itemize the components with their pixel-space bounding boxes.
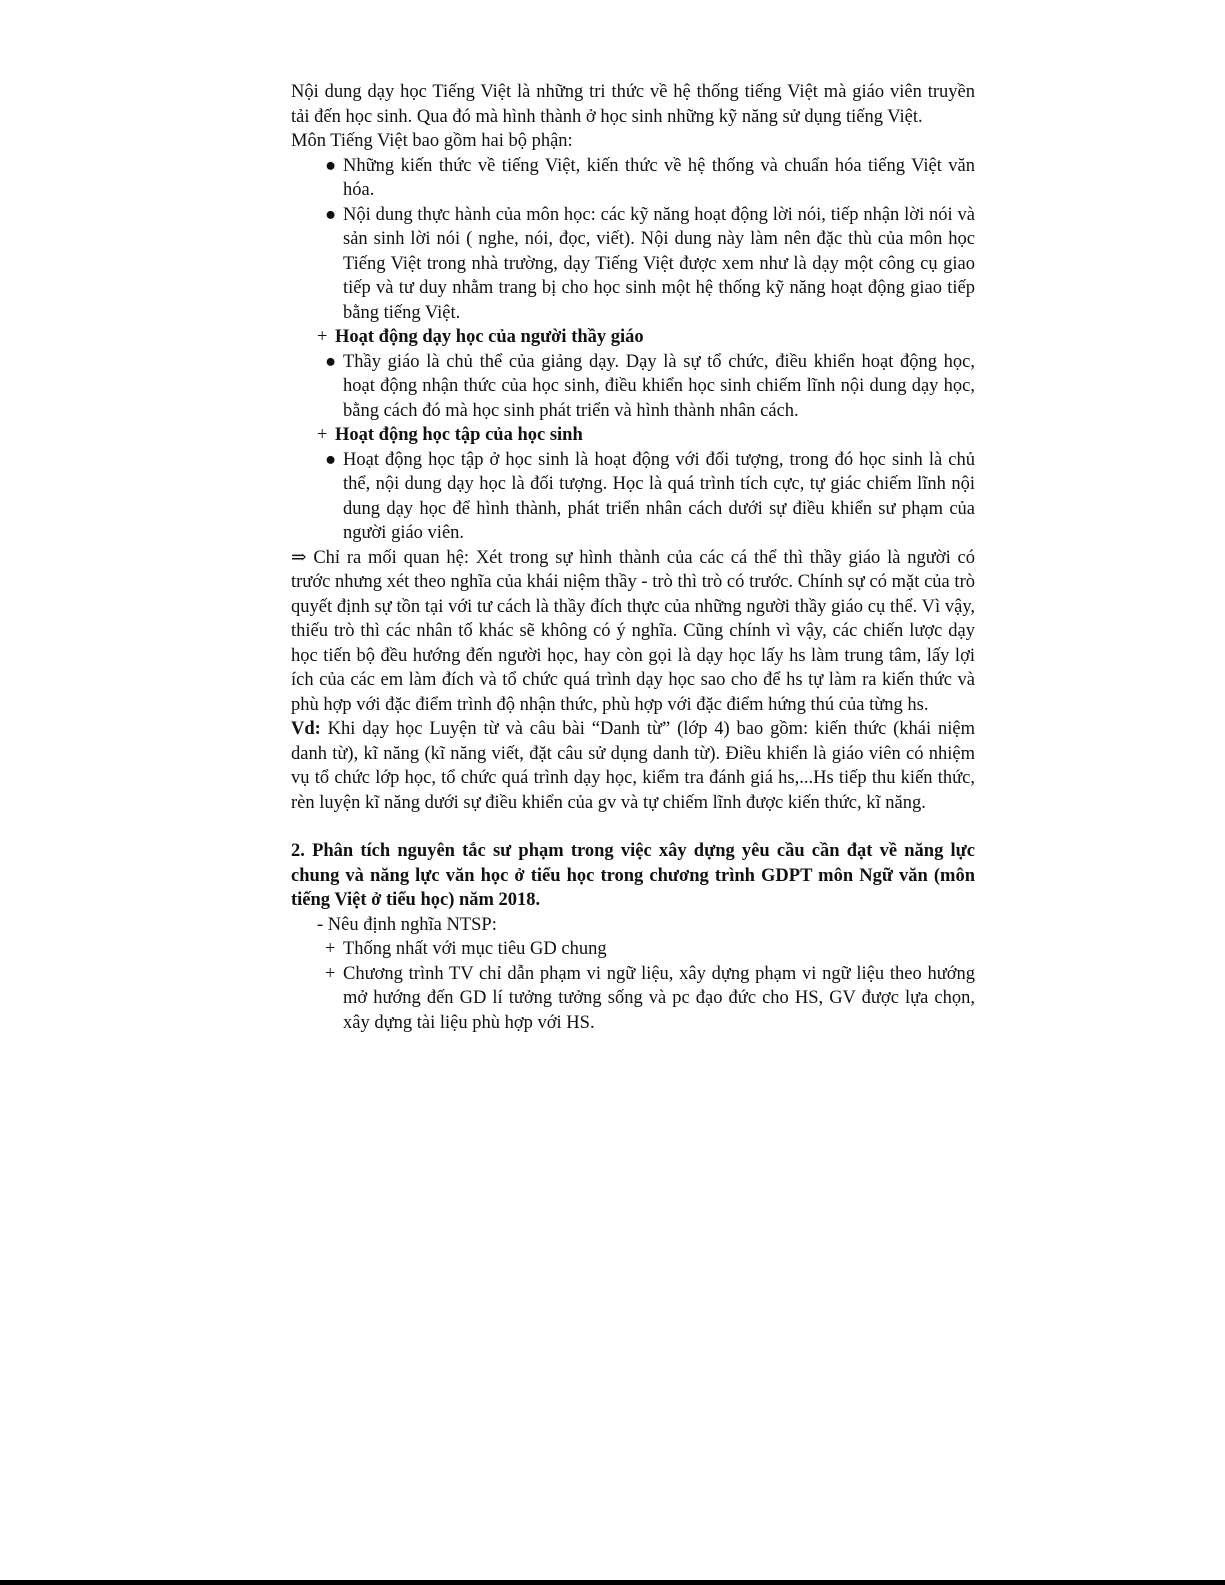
plus-icon: + [325, 963, 336, 984]
bullet-icon: ● [325, 449, 337, 470]
bullet-text: Nội dung thực hành của môn học: các kỹ năng hoạt động lời nói, tiếp nhận lời nói và sản sinh lời nói ( nghe, nói, đọc, viết). Nội dung này làm nên đặc thù của môn học Tiếng Việt trong nhà trường, dạy Tiếng Việt được xem như là dạy một công cụ giao tiếp và tư duy nhằm trang bị cho học sinh một hệ thống kỹ năng hoạt động giao tiếp bằng tiếng Việt. [343, 204, 975, 323]
intro-lead: Môn Tiếng Việt bao gồm hai bộ phận: [291, 131, 573, 151]
plus-icon: + [325, 939, 336, 959]
bullet-icon: ● [325, 204, 337, 225]
bullet-item [291, 203, 975, 326]
section-2-heading: 2. Phân tích nguyên tắc sư phạm trong việc xây dựng yêu cầu cần đạt về năng lực chung và năng lực văn học ở tiểu học trong chương trình GDPT môn Ngữ văn (môn tiếng Việt ở tiểu học) năm 2018. [291, 841, 975, 910]
intro-paragraph: Nội dung dạy học Tiếng Việt là những tri thức về hệ thống tiếng Việt mà giáo viên truyền tải đến học sinh. Qua đó mà hình thành ở học sinh những kỹ năng sử dụng tiếng Việt. [291, 82, 975, 127]
bullet-text: Thầy giáo là chủ thể của giảng dạy. Dạy là sự tổ chức, điều khiển hoạt động học, hoạt động nhận thức của học sinh, điều khiển học sinh chiếm lĩnh nội dung dạy học, bằng cách đó mà học sinh phát triển và hình thành nhân cách. [343, 351, 975, 421]
plus-icon: + [317, 425, 328, 445]
student-heading-text: Hoạt động học tập của học sinh [335, 425, 583, 445]
bullet-text: Hoạt động học tập ở học sinh là hoạt động với đối tượng, trong đó học sinh là chủ thể, nội dung dạy học là đối tượng. Học là quá trình tích cực, tự giác chiếm lĩnh nội dung dạy học để hình thành, phát triển nhân cách dưới sự điều khiển sư phạm của người giáo viên. [343, 449, 975, 543]
plus-text: Chương trình TV chỉ dẫn phạm vi ngữ liệu, xây dựng phạm vi ngữ liệu theo hướng mở hướng đến GD lí tưởng tưởng sống và pc đạo đức cho HS, GV được lựa chọn, xây dựng tài liệu phù hợp với HS. [343, 963, 975, 1033]
example-paragraph [291, 717, 975, 815]
bullet-item [291, 448, 975, 546]
bullet-icon: ● [325, 155, 337, 176]
page-bottom-border [0, 1580, 1225, 1585]
teacher-heading-text: Hoạt động dạy học của người thầy giáo [335, 327, 644, 347]
student-heading [291, 423, 975, 448]
bullet-item [291, 350, 975, 424]
teacher-heading [291, 325, 975, 350]
bullet-item [291, 154, 975, 203]
relation-paragraph: ⇒ Chỉ ra mối quan hệ: Xét trong sự hình thành của các cá thể thì thầy giáo là người có trước nhưng xét theo nghĩa của khái niệm thầy - trò thì trò có trước. Chính sự có mặt của trò quyết định sự tồn tại với tư cách là thầy đích thực của những người thầy giáo cụ thể. Vì vậy, thiếu trò thì các nhân tố khác sẽ không có ý nghĩa. Cũng chính vì vậy, các chiến lược dạy học tiến bộ đều hướng đến người học, hay còn gọi là dạy học lấy hs làm trung tâm, lấy lợi ích của các em làm đích và tổ chức quá trình dạy học sao cho để hs tự làm ra kiến thức và phù hợp với đặc điểm trình độ nhận thức, phù hợp với đặc điểm hứng thú của từng hs. [291, 547, 975, 715]
plus-item [291, 937, 975, 962]
example-label: Vd: [291, 719, 321, 739]
bullet-icon: ● [325, 351, 337, 372]
bullet-text: Những kiến thức về tiếng Việt, kiến thức về hệ thống và chuẩn hóa tiếng Việt văn hóa. [343, 155, 975, 200]
example-text: Khi dạy học Luyện từ và câu bài “Danh từ” (lớp 4) bao gồm: kiến thức (khái niệm danh từ), kĩ năng (kĩ năng viết, đặt câu sử dụng danh từ). Điều khiển là giáo viên có nhiệm vụ tổ chức lớp học, tổ chức quá trình dạy học, kiểm tra đánh giá hs,...Hs tiếp thu kiến thức, rèn luyện kĩ năng dưới sự điều khiển của gv và tự chiếm lĩnh được kiến thức, kĩ năng. [291, 719, 975, 813]
plus-icon: + [317, 327, 328, 347]
plus-text: Thống nhất với mục tiêu GD chung [343, 939, 607, 959]
dash-item: - Nêu định nghĩa NTSP: [317, 914, 497, 935]
document-page [291, 80, 975, 1035]
plus-item [291, 962, 975, 1036]
